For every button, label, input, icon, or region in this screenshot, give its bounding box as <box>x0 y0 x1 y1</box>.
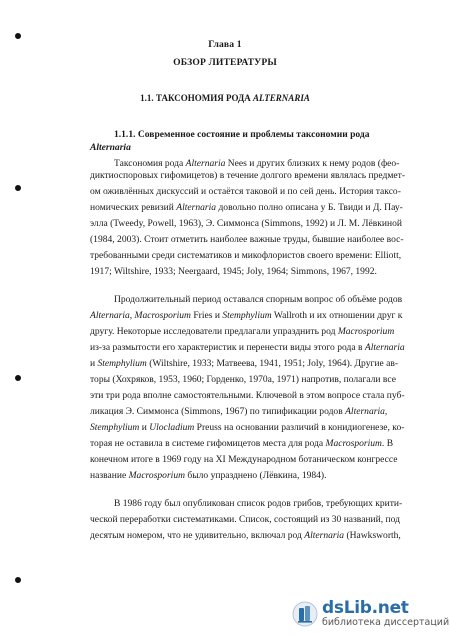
text-run: (1984, 2003). Стоит отметить наиболее важные труды, бывшие наиболее вос- <box>90 234 404 245</box>
text-run: Wallroth и их отношении друг к <box>271 310 403 321</box>
text-run: диктиоспоровых гифомицетов) в течение долгого времени являлась предмет- <box>90 170 406 181</box>
text-run: ческой переработки систематиками. Список, состоящий из 30 названий, под <box>90 514 400 525</box>
italic-text: Ulocladium <box>149 422 195 433</box>
text-run: . В <box>381 438 394 449</box>
text-run: 1917; Wiltshire, 1933; Neergaard, 1945; Joly, 1964; Simmons, 1967, 1992. <box>90 266 377 277</box>
italic-text: Alternaria <box>176 202 217 213</box>
watermark-tagline: библиотека диссертаций <box>322 617 450 628</box>
text-run: из-за размытости его характеристик и перенести виды этого рода в <box>90 342 365 353</box>
section-heading <box>0 93 450 103</box>
subsection-heading-genus: Alternaria <box>90 142 131 153</box>
italic-text: Stemphylium <box>97 358 147 369</box>
italic-text: Stemphylium <box>90 422 140 433</box>
text-run: Таксономия рода <box>114 158 186 169</box>
margin-dot <box>15 577 21 583</box>
text-run: Nees и других близких к нему родов (фео- <box>225 158 400 169</box>
section-heading-genus: ALTERNARIA <box>252 93 310 103</box>
text-run: (Wiltshire, 1933; Матвеева, 1941, 1951; Joly, 1964). Другие ав- <box>146 358 399 369</box>
italic-text: Stemphylium <box>222 310 272 321</box>
margin-dot <box>15 185 21 191</box>
text-run: Продолжительный период оставался спорным вопрос об объёме родов <box>114 294 403 305</box>
text-run: В 1986 году был опубликован список родов грибов, требующих крити- <box>114 498 403 509</box>
text-run: элла (Tweedy, Powell, 1963), Э. Симмонса (Simmons, 1992) и Л. М. Лёвкиной <box>90 218 402 229</box>
watermark-brand: dsLib.net <box>322 598 409 618</box>
text-run: номических ревизий <box>90 202 177 213</box>
text-run: другу. Некоторые исследователи предлагали упразднить род <box>90 326 338 337</box>
text-run: эти три рода вполне самостоятельными. Ключевой в этом вопросе стала пуб- <box>90 390 405 401</box>
text-run: довольно полно описана у Б. Твиди и Д. Пау- <box>216 202 403 213</box>
text-run: торы (Хохряков, 1953, 1960; Горденко, 1970а, 1971) напротив, полагали все <box>90 374 396 385</box>
italic-text: Macrosporium <box>128 470 185 481</box>
text-run: ом оживлённых дискуссий и остаётся таковой и по сей день. История таксо- <box>90 186 401 197</box>
italic-text: Alternaria, Macrosporium <box>90 310 191 321</box>
text-run: десятым номером, что не удивительно, включал род <box>90 530 305 541</box>
subsection-heading-text: 1.1.1. Современное состояние и проблемы таксономии рода <box>114 129 370 140</box>
text-run: было упразднено (Лёвкина, 1984). <box>185 470 327 481</box>
italic-text: Alternaria <box>364 342 405 353</box>
section-heading-text: 1.1. ТАКСОНОМИЯ РОДА <box>140 93 253 103</box>
text-run: (Hawksworth, <box>344 530 401 541</box>
text-run: Preuss на основании различий в конидиогенезе, ко- <box>194 422 405 433</box>
text-run: Fries и <box>190 310 223 321</box>
chapter-number: Глава 1 <box>208 39 242 50</box>
text-run: торая не оставила в системе гифомицетов места для рода <box>90 438 326 449</box>
text-run: требованными среди систематиков и микофлористов своего времени: Elliott, <box>90 250 402 261</box>
italic-text: Macrosporium <box>325 438 382 449</box>
text-run: конечном итоге в 1969 году на XI Международном ботаническом конгрессе <box>90 454 398 465</box>
italic-text: Alternaria, <box>345 406 388 417</box>
italic-text: Alternaria <box>304 530 345 541</box>
italic-text: Alternaria <box>185 158 226 169</box>
italic-text: Macrosporium <box>337 326 395 337</box>
text-run: ликация Э. Симмонса (Simmons, 1967) по типификации родов <box>90 406 346 417</box>
dslib-logo-icon <box>292 601 318 627</box>
chapter-title: ОБЗОР ЛИТЕРАТУРЫ <box>173 57 277 68</box>
text-run: и <box>90 358 98 369</box>
text-run: и <box>139 422 150 433</box>
margin-dot <box>15 375 21 381</box>
text-run: название <box>90 470 129 481</box>
watermark <box>292 598 450 629</box>
